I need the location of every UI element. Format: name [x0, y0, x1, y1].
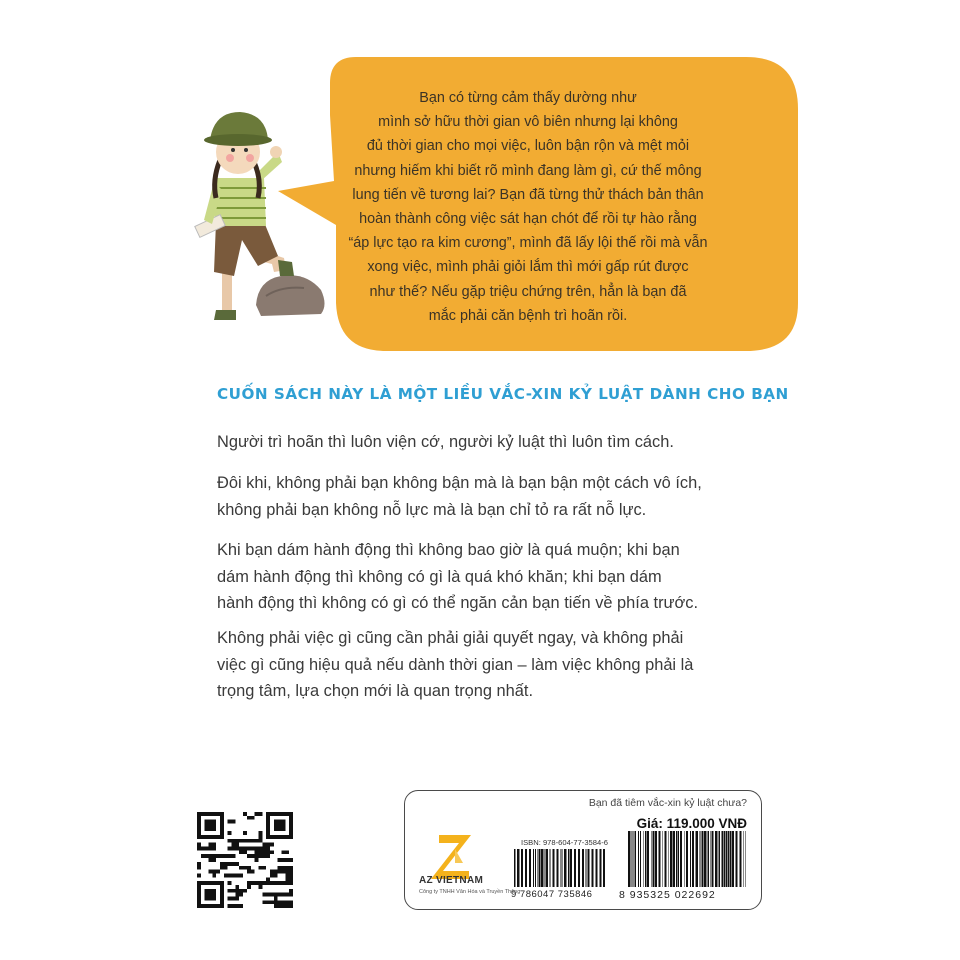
price-barcode-number: 8 935325 022692	[619, 889, 716, 901]
bubble-line: lung tiến về tương lai? Bạn đã từng thử thách bản thân	[352, 186, 704, 203]
publisher-name: AZ VIETNAM	[419, 875, 484, 886]
bubble-line: mình sở hữu thời gian vô biên nhưng lại không	[378, 114, 678, 131]
paragraph-line: Người trì hoãn thì luôn viện cớ, người kỷ luật thì luôn tìm cách.	[217, 433, 674, 451]
paragraph	[217, 429, 737, 456]
az-vietnam-logo-icon	[421, 829, 485, 907]
paragraph-line: không phải bạn không nỗ lực mà là bạn chỉ tỏ ra rất nỗ lực.	[217, 500, 647, 519]
paragraph-line: Đôi khi, không phải bạn không bận mà là bạn bận một cách vô ích,	[217, 474, 702, 492]
bubble-line: xong việc, mình phải giỏi lắm thì mới gấp rút được	[367, 259, 689, 276]
paragraph-line: dám hành động thì không có gì là quá khó khăn; khi bạn dám	[217, 567, 662, 586]
bubble-line: đủ thời gian cho mọi việc, luôn bận rộn và mệt mỏi	[366, 138, 690, 155]
qr-code	[197, 812, 293, 908]
publisher-subtitle: Công ty TNHH Văn Hóa và Truyền Thông	[419, 889, 521, 895]
paragraph-line: hành động thì không có gì có thể ngăn cản bạn tiến về phía trước.	[217, 594, 698, 612]
isbn-text: ISBN: 978-604-77-3584-6	[521, 838, 608, 847]
bubble-line: như thế? Nếu gặp triệu chứng trên, hẳn là bạn đã	[369, 283, 687, 300]
price-text: Giá: 119.000 VNĐ	[636, 816, 747, 831]
bubble-line: “áp lực tạo ra kim cương”, mình đã lấy lội thế rồi mà vẫn	[348, 235, 708, 252]
paragraph-line: việc gì cũng hiệu quả nếu dành thời gian – làm việc không phải là	[217, 655, 694, 674]
price-barcode-panel	[404, 790, 762, 910]
section-heading: CUỐN SÁCH NÀY LÀ MỘT LIỀU VẮC-XIN KỶ LUẬT DÀNH CHO BẠN	[217, 385, 789, 403]
paragraph-line: trọng tâm, lựa chọn mới là quan trọng nhất.	[217, 682, 534, 700]
paragraph	[217, 470, 737, 523]
shorts-shape	[214, 222, 278, 276]
bubble-line: hoàn thành công việc sát hạn chót để rồi tự hào rằng	[359, 211, 697, 228]
isbn-barcode	[513, 849, 605, 887]
bubble-line: mắc phải căn bệnh trì hoãn rồi.	[428, 307, 628, 324]
slogan-text: Bạn đã tiêm vắc-xin kỷ luật chưa?	[588, 797, 747, 809]
price-barcode	[627, 831, 747, 887]
paragraph-line: Không phải việc gì cũng cần phải giải quyết ngay, và không phải	[217, 629, 684, 647]
isbn-barcode-number: 9 786047 735846	[511, 889, 593, 900]
paragraph	[217, 625, 737, 705]
paragraph-line: Khi bạn dám hành động thì không bao giờ là quá muộn; khi bạn	[217, 541, 680, 559]
bubble-line: Bạn có từng cảm thấy dường như	[419, 90, 637, 106]
paragraph	[217, 537, 737, 617]
bubble-line: nhưng hiếm khi biết rõ mình đang làm gì, cứ thế mông	[354, 162, 702, 179]
bubble-text	[330, 86, 726, 328]
child-explorer-illustration	[186, 100, 346, 335]
